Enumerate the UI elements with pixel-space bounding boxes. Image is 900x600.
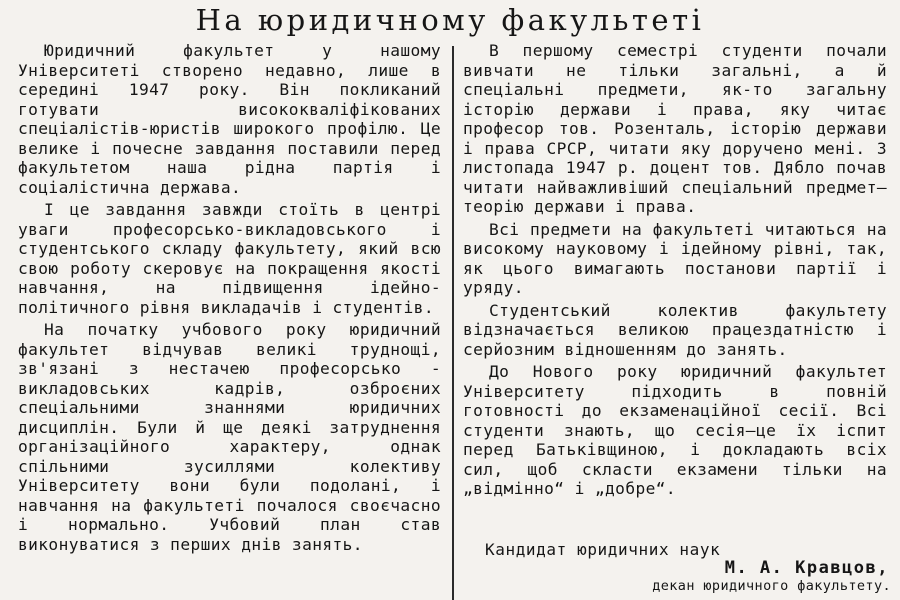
left-column xyxy=(18,41,441,557)
column-divider xyxy=(452,46,454,600)
paragraph: Студентський колектив факультету відзначається великою працездатністю і серйозним відношенням до занять. xyxy=(463,300,887,359)
author-position: декан юридичного факультету. xyxy=(652,578,891,594)
author-degree: Кандидат юридичних наук xyxy=(485,540,721,559)
article-title: На юридичному факультеті xyxy=(195,3,705,37)
paragraph: До Нового року юридичний факультет Університету підходить в повній готовності до екзаменаційної сесії. Всі студенти знають, що сесія—це їх іспит перед Батьківщиною, і докладають всіх сил, щоб скласти екзамени тільки на „відмінно“ і „добре“. xyxy=(463,362,887,498)
paragraph: В першому семестрі студенти почали вивчати не тільки загальні, а й спеціальні предмети, як-то загальну історію держави і права, яку читає професор тов. Розенталь, історію держави і права СРСР, читати яку доручено мені. З листопада 1947 р. доцент тов. Дябло почав читати найважливіший спеціальний предмет—теорію держави і права. xyxy=(463,41,887,216)
paragraph: Юридичний факультет у нашому Університеті створено недавно, лише в середині 1947 року. Він покликаний готувати висококваліфікованих спеціалістів-юристів широкого профілю. Це велике і почесне завдання поставили перед факультетом наша рідна партія і соціалістична держава. xyxy=(18,41,441,197)
author-name: М. А. Кравцов, xyxy=(724,558,889,578)
right-column xyxy=(463,41,887,502)
paragraph: І це завдання завжди стоїть в центрі уваги професорсько-викладовського і студентського складу факультету, який всю свою роботу скеровує на покращення якості навчання, на підвищення ідейно-політичного рівня викладачів і студентів. xyxy=(18,200,441,317)
paragraph: Всі предмети на факультеті читаються на високому науковому і ідейному рівні, так, як цього вимагають постанови партії і уряду. xyxy=(463,219,887,297)
paragraph: На початку учбового року юридичний факультет відчував великі труднощі, зв'язані з нестачею професорсько - викладовських кадрів, озброєних спеціальними знаннями юридичних дисциплін. Були й ще деякі затруднення організаційного характеру, однак спільними зусиллями колективу Університету вони були подолані, і навчання на факультеті почалося своєчасно і нормально. Учбовий план став виконуватися з перших днів занять. xyxy=(18,320,441,554)
